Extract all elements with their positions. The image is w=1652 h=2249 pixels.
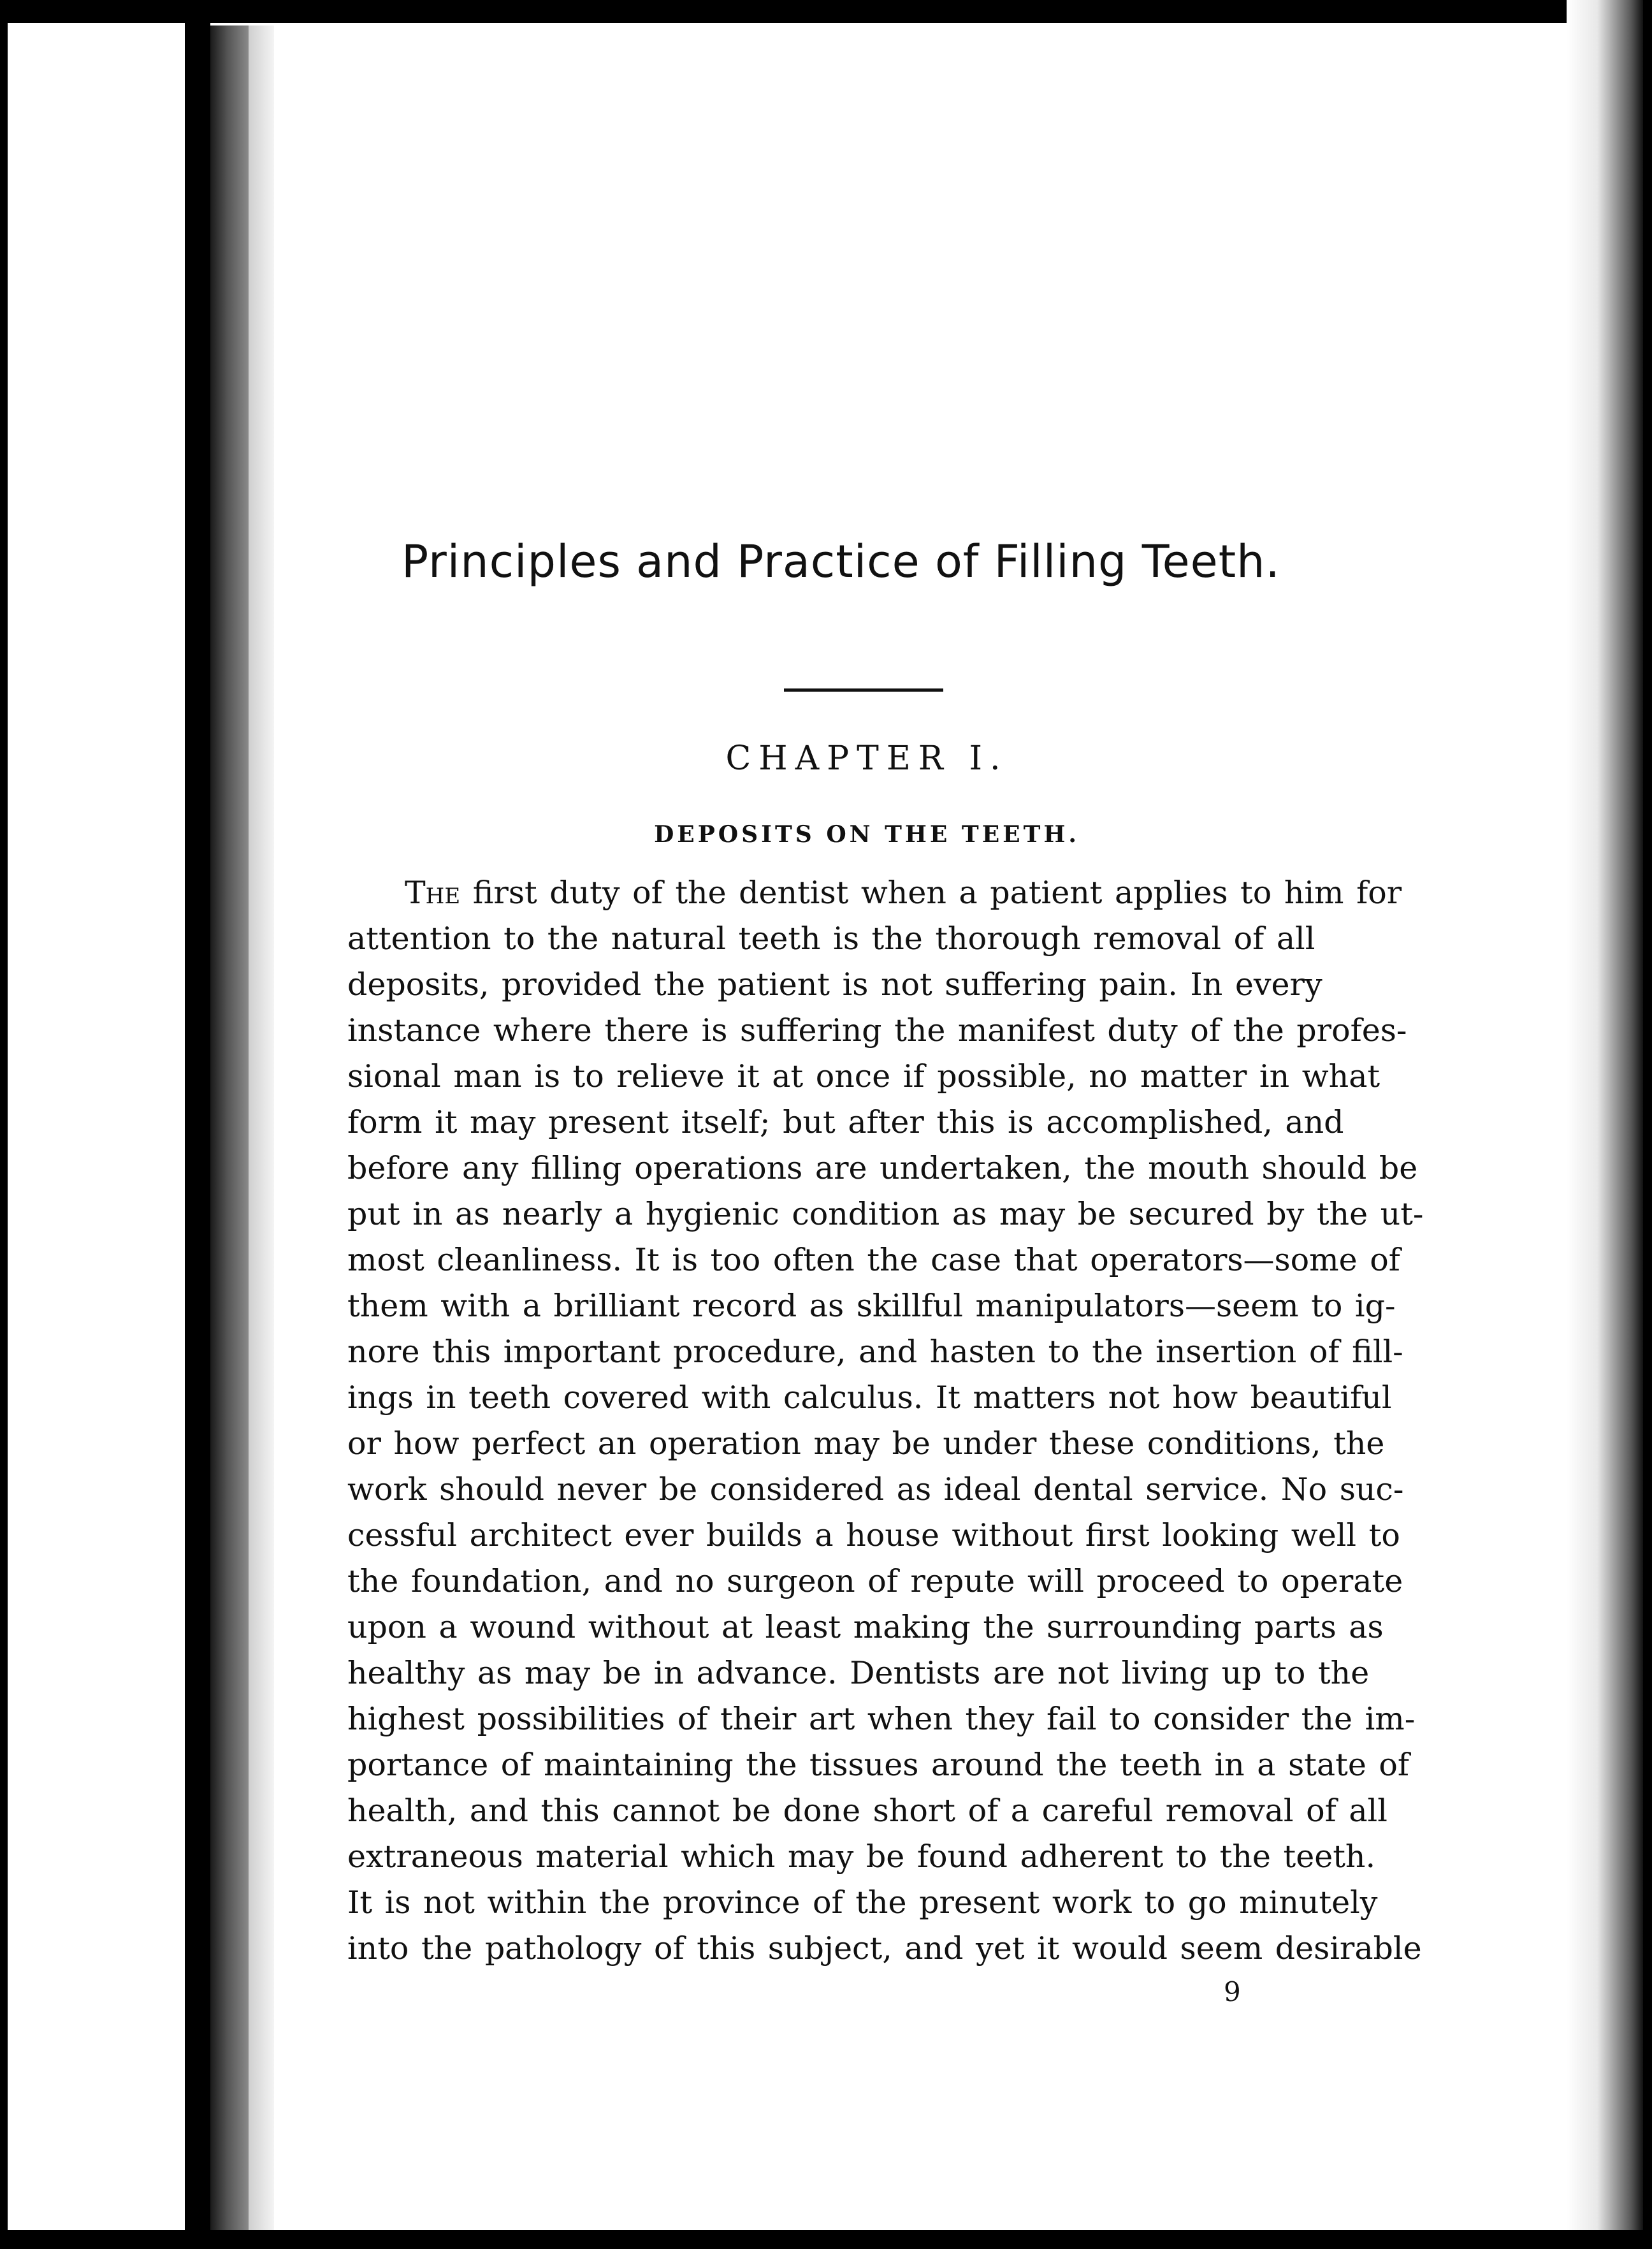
text-line: healthy as may be in advance. Dentists are not living up to the <box>347 1655 1370 1691</box>
book-gutter-highlight <box>249 25 274 2238</box>
book-gutter-shadow <box>185 0 210 2249</box>
text-line: or how perfect an operation may be under these conditions, the <box>347 1425 1385 1462</box>
text-line: the foundation, and no surgeon of repute will proceed to operate <box>347 1563 1403 1599</box>
text-line: put in as nearly a hygienic condition as may be secured by the ut- <box>347 1196 1424 1232</box>
book-title: Principles and Practice of Filling Teeth. <box>402 535 1280 588</box>
text-line: most cleanliness. It is too often the case that operators—some of <box>347 1242 1400 1278</box>
text-line: highest possibilities of their art when they fail to consider the im- <box>347 1701 1416 1737</box>
text-line: cessful architect ever builds a house without first looking well to <box>347 1517 1400 1554</box>
text-line: ings in teeth covered with calculus. It matters not how beautiful <box>347 1379 1392 1416</box>
chapter-heading: CHAPTER I. <box>725 739 1008 778</box>
text-line: portance of maintaining the tissues around the teeth in a state of <box>347 1747 1410 1783</box>
text-line: deposits, provided the patient is not suffering pain. In every <box>347 966 1322 1003</box>
text-line: attention to the natural teeth is the thorough removal of all <box>347 921 1315 957</box>
text-line: them with a brilliant record as skillful manipulators—seem to ig- <box>347 1288 1396 1324</box>
title-rule <box>784 688 943 692</box>
page-number: 9 <box>1224 1976 1241 2007</box>
text-line: into the pathology of this subject, and yet it would seem desirable <box>347 1930 1422 1967</box>
text-line: work should never be considered as ideal dental service. No suc- <box>347 1471 1404 1508</box>
text-line: before any filling operations are undertaken, the mouth should be <box>347 1150 1418 1186</box>
body-paragraph <box>347 870 1597 1972</box>
text-line <box>347 870 1597 916</box>
scan-border-bottom <box>0 2230 1652 2249</box>
book-gutter-fade <box>210 25 249 2238</box>
text-line: sional man is to relieve it at once if possible, no matter in what <box>347 1058 1380 1095</box>
text-line-content: first duty of the dentist when a patient applies to him for <box>460 875 1402 911</box>
scan-border-top <box>0 0 1652 23</box>
drop-word: The <box>405 875 461 911</box>
scan-border-right <box>1643 0 1652 2249</box>
text-line: instance where there is suffering the manifest duty of the profes- <box>347 1012 1407 1049</box>
text-line: It is not within the province of the present work to go minutely <box>347 1884 1378 1921</box>
book-page <box>274 25 1561 2231</box>
text-line: health, and this cannot be done short of a careful removal of all <box>347 1793 1388 1829</box>
text-line: upon a wound without at least making the surrounding parts as <box>347 1609 1384 1645</box>
section-heading: DEPOSITS ON THE TEETH. <box>654 821 1080 848</box>
scan-border-left <box>0 0 8 2249</box>
text-line: extraneous material which may be found adherent to the teeth. <box>347 1838 1376 1875</box>
text-line: nore this important procedure, and hasten to the insertion of fill- <box>347 1334 1403 1370</box>
text-line: form it may present itself; but after this is accomplished, and <box>347 1104 1344 1140</box>
